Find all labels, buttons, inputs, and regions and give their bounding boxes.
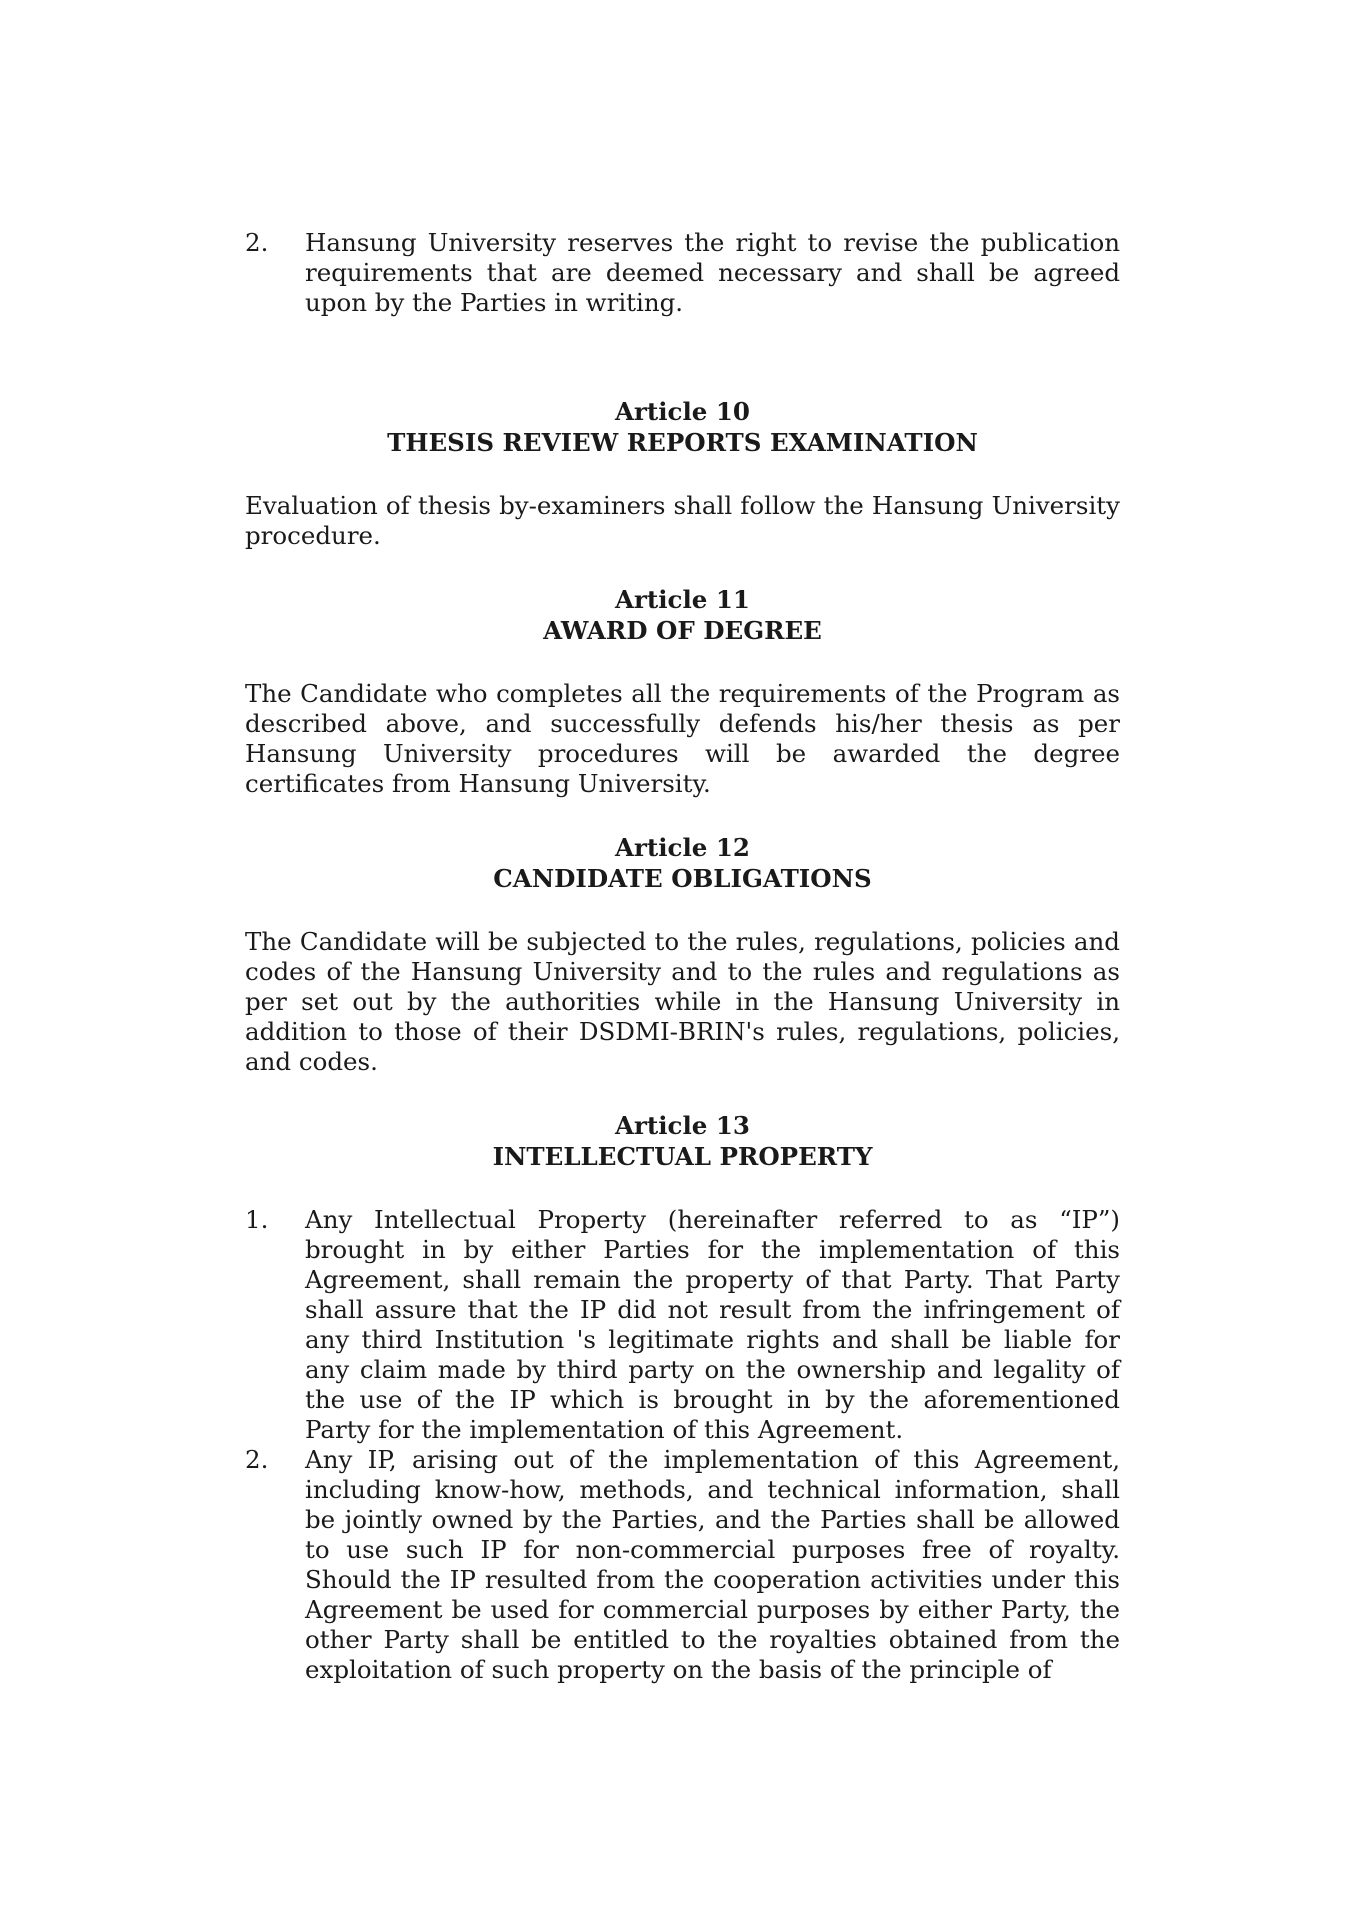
intro-list-item (245, 228, 1120, 318)
article-10-heading (245, 396, 1120, 458)
article-number: Article 10 (615, 397, 750, 426)
article-13-heading (245, 1110, 1120, 1172)
list-item-number: 2. (245, 228, 269, 257)
article-title: AWARD OF DEGREE (543, 616, 822, 645)
article-number: Article 13 (615, 1111, 750, 1140)
list-item-text: Any IP, arising out of the implementation of this Agreement, including know-how, methods, and technical information, shall be jointly owned by the Parties, and the Parties shall be allowed to use such IP for non-commercial purposes free of royalty. Should the IP resulted from the cooperation activities under this Agreement be used for commercial purposes by either Party, the other Party shall be entitled to the royalties obtained from the exploitation of such property on the basis of the principle of (305, 1445, 1120, 1684)
article-title: CANDIDATE OBLIGATIONS (493, 864, 872, 893)
article-11-body: The Candidate who completes all the requirements of the Program as described above, and successfully defends his/her thesis as per Hansung University procedures will be awarded the degree certificates from Hansung University. (245, 679, 1120, 798)
article-number: Article 11 (615, 585, 750, 614)
list-item-number: 1. (245, 1205, 269, 1234)
article-12-body: The Candidate will be subjected to the rules, regulations, policies and codes of the Hansung University and to the rules and regulations as per set out by the authorities while in the Hansung University in addition to those of their DSDMI-BRIN's rules, regulations, policies, and codes. (245, 927, 1120, 1076)
list-item-text: Any Intellectual Property (hereinafter referred to as “IP”) brought in by either Parties for the implementation of this Agreement, shall remain the property of that Party. That Party shall assure that the IP did not result from the infringement of any third Institution 's legitimate rights and shall be liable for any claim made by third party on the ownership and legality of the use of the IP which is brought in by the aforementioned Party for the implementation of this Agreement. (305, 1205, 1120, 1444)
article-11-heading (245, 584, 1120, 646)
list-item (245, 1445, 1120, 1685)
list-item-number: 2. (245, 1445, 269, 1474)
list-item (245, 1205, 1120, 1445)
article-number: Article 12 (615, 833, 750, 862)
article-10-body: Evaluation of thesis by-examiners shall follow the Hansung University procedure. (245, 491, 1120, 550)
article-title: INTELLECTUAL PROPERTY (492, 1142, 873, 1171)
document-page (245, 228, 1120, 1685)
list-item-text: Hansung University reserves the right to revise the publication requirements that are deemed necessary and shall be agreed upon by the Parties in writing. (305, 228, 1120, 317)
article-title: THESIS REVIEW REPORTS EXAMINATION (387, 428, 978, 457)
article-12-heading (245, 832, 1120, 894)
